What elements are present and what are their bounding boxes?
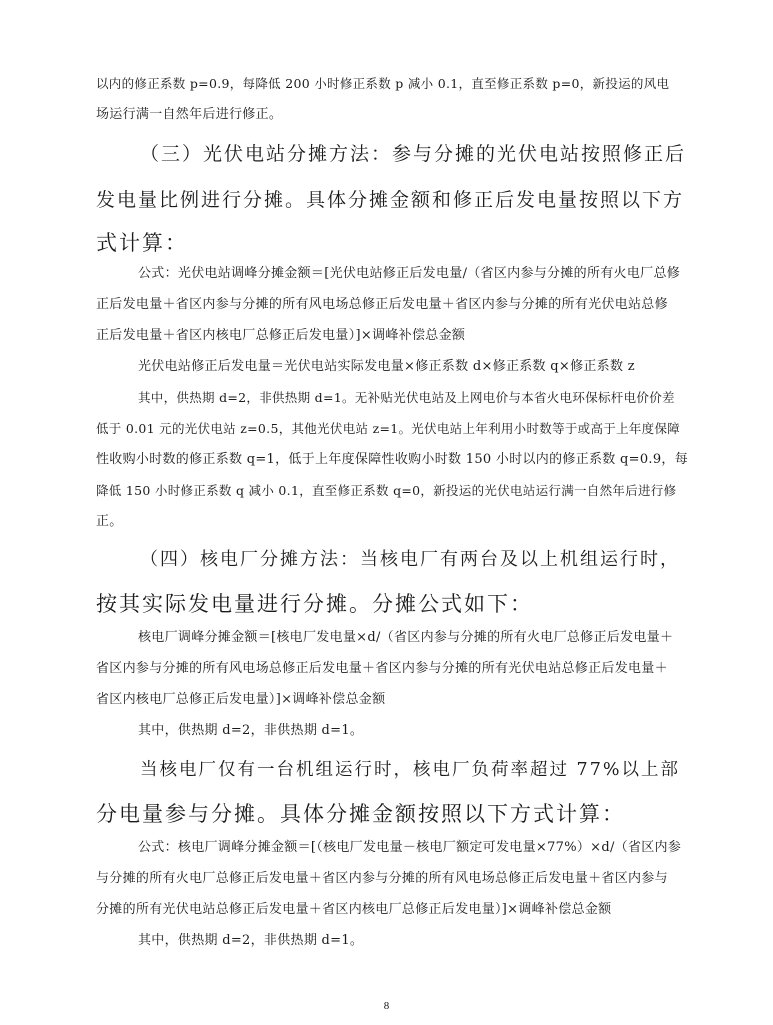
paragraph-line: 其中，供热期 d=2，非供热期 d=1。无补贴光伏电站及上网电价与本省火电环保标杆电价价差 xyxy=(138,390,675,405)
formula-line: 光伏电站修正后发电量＝光伏电站实际发电量×修正系数 d×修正系数 q×修正系数 z xyxy=(138,359,635,374)
paragraph-line: 其中，供热期 d=2，非供热期 d=1。 xyxy=(138,933,364,948)
page-number: 8 xyxy=(383,1000,390,1012)
formula-line: 正后发电量＋省区内参与分摊的所有风电场总修正后发电量＋省区内参与分摊的所有光伏电站总修 xyxy=(96,297,668,312)
paragraph-line-large: 当核电厂仅有一台机组运行时，核电厂负荷率超过 77%以上部 xyxy=(140,760,680,780)
formula-line: 分摊的所有光伏电站总修正后发电量＋省区内核电厂总修正后发电量）]×调峰补偿总金额 xyxy=(96,902,612,917)
paragraph-line: 场运行满一自然年后进行修正。 xyxy=(96,107,283,122)
paragraph-line: 性收购小时数的修正系数 q=1，低于上年度保障性收购小时数 150 小时以内的修正系数 q=0.9，每 xyxy=(96,452,689,467)
formula-line: 省区内核电厂总修正后发电量）]×调峰补偿总金额 xyxy=(96,692,386,707)
paragraph-line: 以内的修正系数 p=0.9，每降低 200 小时修正系数 p 减小 0.1，直至修正系数 p=0，新投运的风电 xyxy=(96,76,670,91)
section-heading-line: 按其实际发电量进行分摊。分摊公式如下： xyxy=(96,592,533,616)
formula-line: 公式：核电厂调峰分摊金额＝[（核电厂发电量－核电厂额定可发电量×77%）×d/（省区内参 xyxy=(138,840,682,855)
section-heading-line: （三）光伏电站分摊方法：参与分摊的光伏电站按照修正后 xyxy=(140,143,687,165)
formula-line: 核电厂调峰分摊金额＝[核电厂发电量×d/（省区内参与分摊的所有火电厂总修正后发电量＋ xyxy=(138,630,674,645)
section-heading-line: 式计算： xyxy=(96,231,188,255)
section-heading-line: （四）核电厂分摊方法：当核电厂有两台及以上机组运行时， xyxy=(140,549,680,570)
paragraph-line-large: 分电量参与分摊。具体分摊金额按照以下方式计算： xyxy=(96,802,625,826)
paragraph-line: 低于 0.01 元的光伏电站 z=0.5，其他光伏电站 z=1。光伏电站上年利用小时数等于或高于上年度保障 xyxy=(96,421,681,436)
formula-line: 省区内参与分摊的所有风电场总修正后发电量＋省区内参与分摊的所有光伏电站总修正后发电量＋ xyxy=(96,661,668,676)
paragraph-line: 降低 150 小时修正系数 q 减小 0.1，直至修正系数 q=0，新投运的光伏电站运行满一自然年后进行修 xyxy=(96,483,677,498)
formula-line: 公式：光伏电站调峰分摊金额＝[光伏电站修正后发电量/（省区内参与分摊的所有火电厂总修 xyxy=(138,266,681,281)
paragraph-line: 正。 xyxy=(96,514,123,529)
formula-line: 与分摊的所有火电厂总修正后发电量＋省区内参与分摊的所有风电场总修正后发电量＋省区内参与 xyxy=(96,871,668,886)
paragraph-line: 其中，供热期 d=2，非供热期 d=1。 xyxy=(138,723,364,738)
formula-line: 正后发电量＋省区内核电厂总修正后发电量）]×调峰补偿总金额 xyxy=(96,328,466,343)
section-heading-line: 发电量比例进行分摊。具体分摊金额和修正后发电量按照以下方 xyxy=(96,189,685,211)
